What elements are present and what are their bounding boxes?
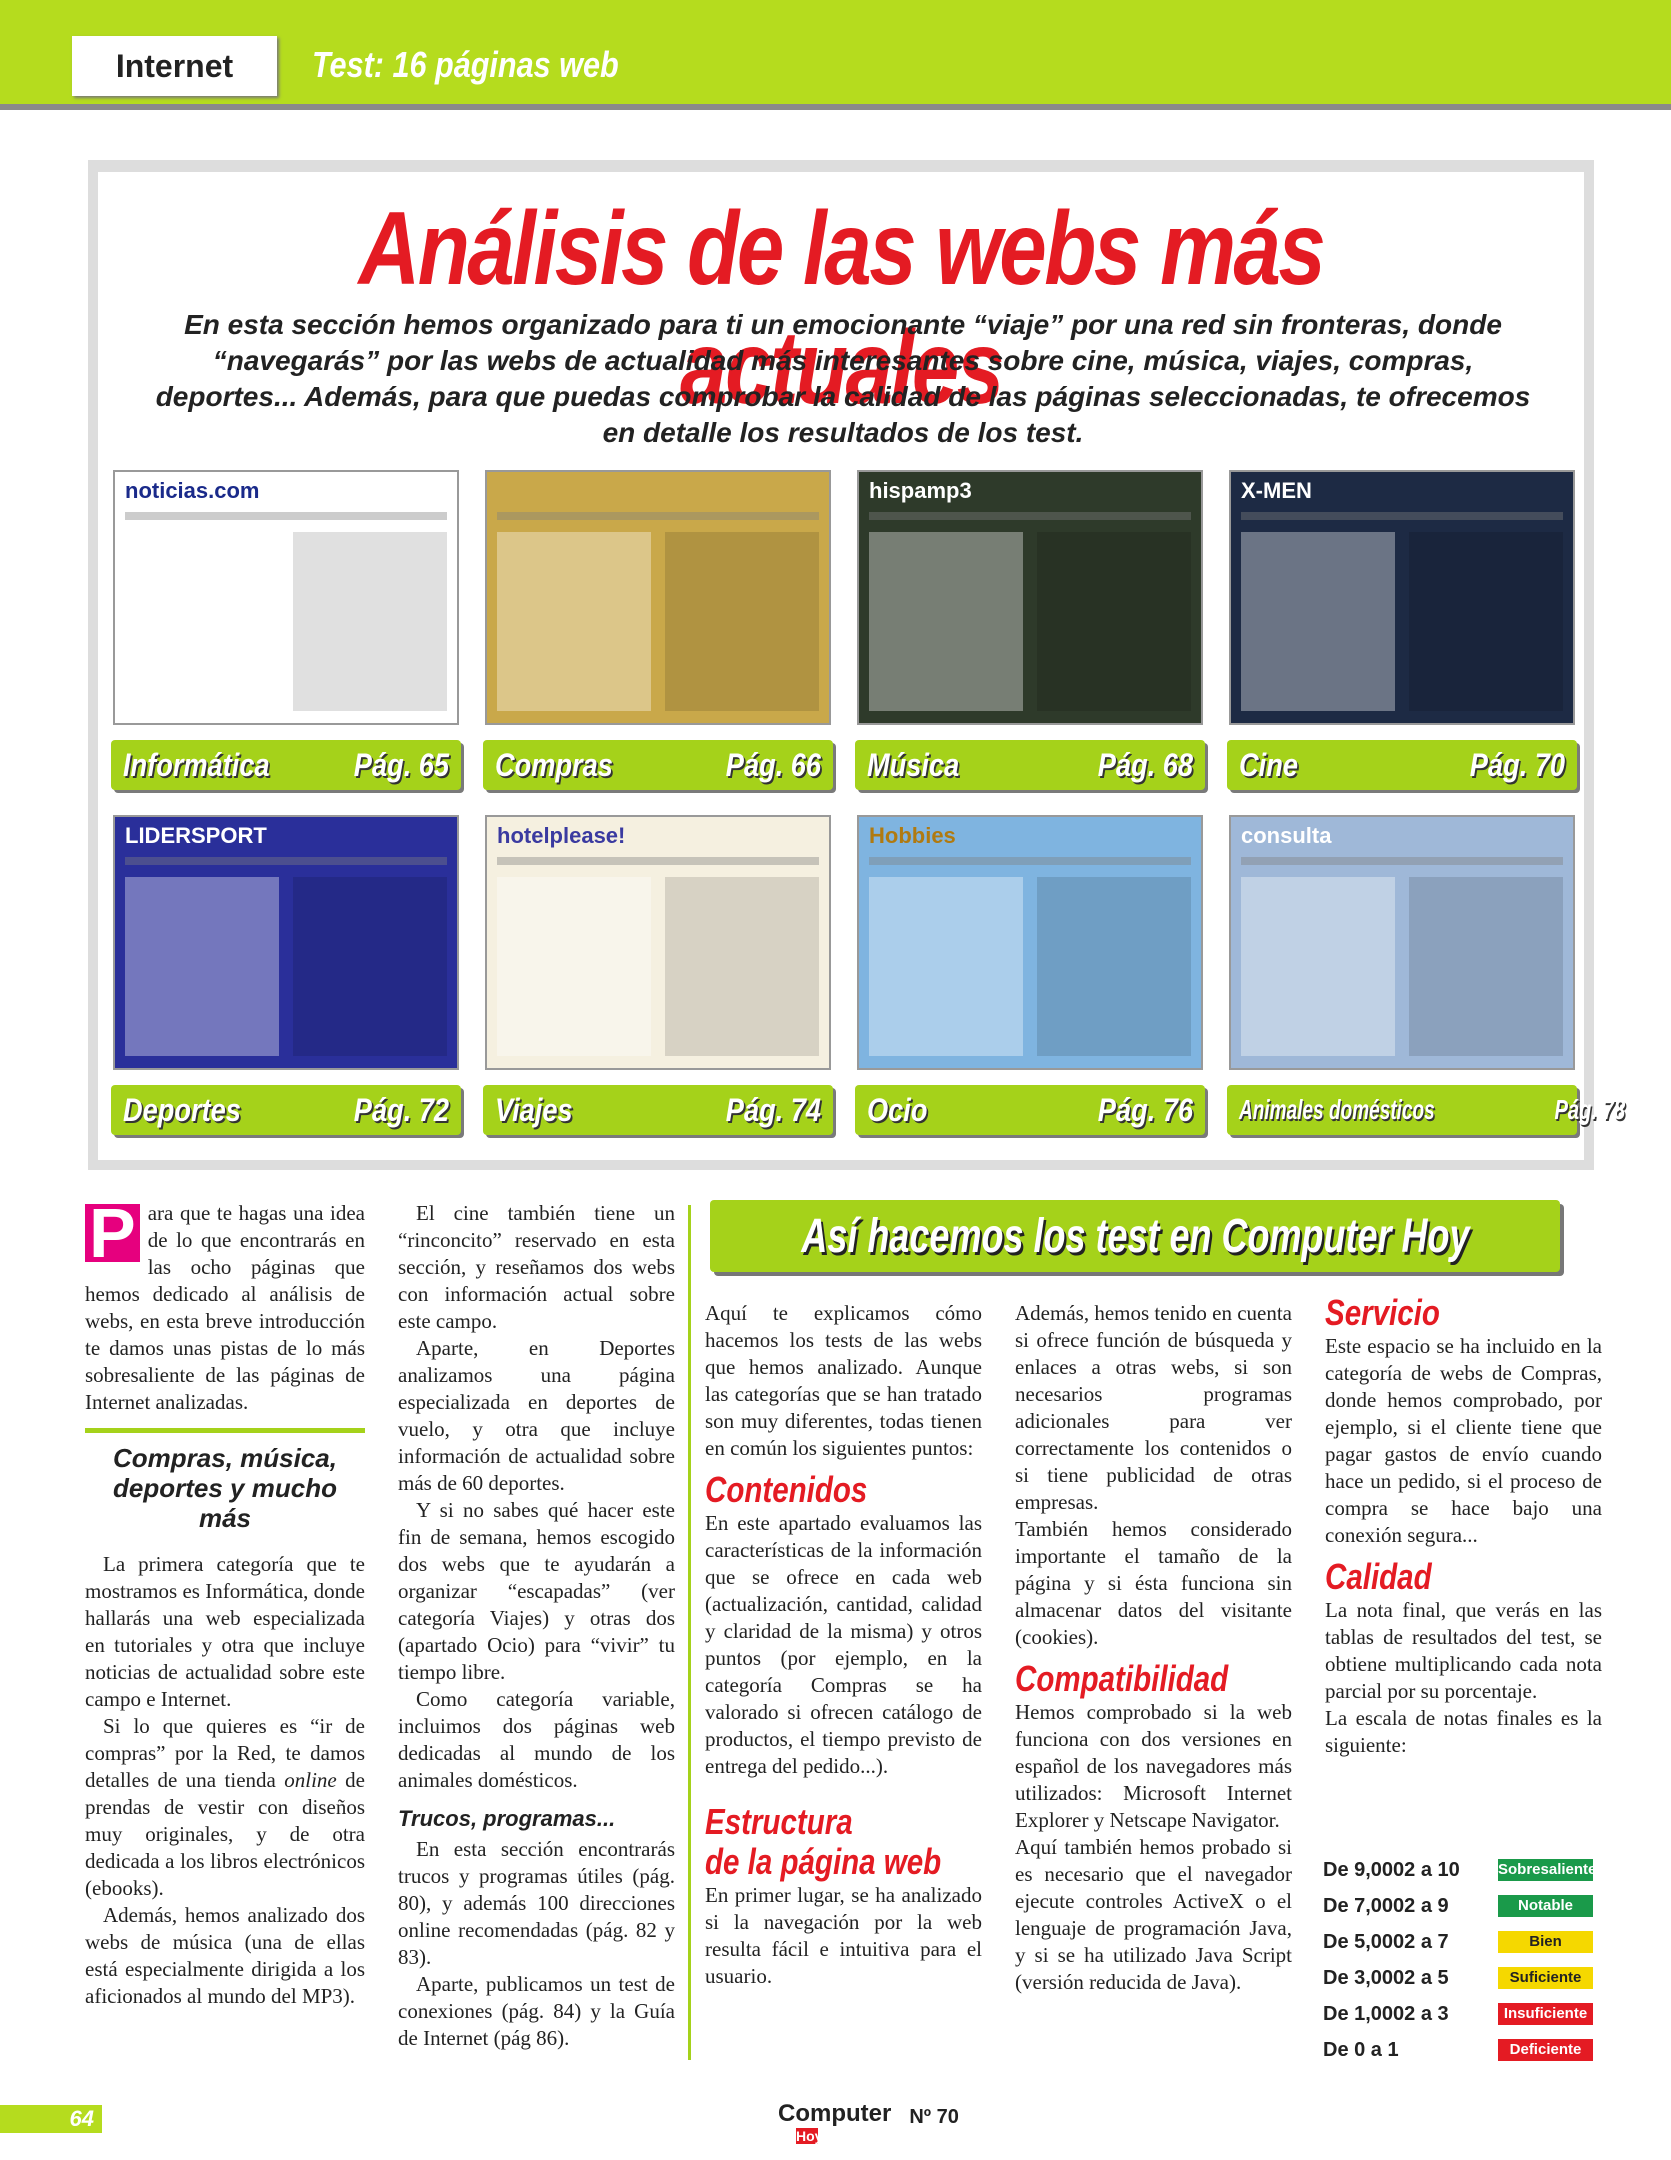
grade-row <box>1323 1960 1593 1996</box>
content-block <box>1241 512 1563 520</box>
paragraph: Aquí también hemos probado si es necesario que el navegador ejecute controles ActiveX o el lenguaje de programación Java, y si se ha utilizado Java Script (versión reducida de Java). <box>1015 1835 1292 1994</box>
paragraph: Hemos comprobado si la web funciona con dos versiones en español de los navegadores más utilizados: Microsoft Internet Explorer y Netscape Navigator. <box>1015 1700 1292 1832</box>
site-logo: consulta <box>1241 823 1332 848</box>
brand-logo: Computer Hoy <box>778 2100 892 2144</box>
content-block <box>1241 877 1395 1056</box>
page-title: Análisis de las webs más actuales <box>358 191 1324 426</box>
drop-cap: P <box>85 1204 140 1262</box>
website-screenshot <box>857 470 1203 725</box>
heading-compatibilidad: Compatibilidad <box>1015 1658 1229 1699</box>
column-3 <box>705 1300 982 1990</box>
column-divider <box>688 1205 691 2060</box>
grade-badge: Deficiente <box>1498 2039 1593 2061</box>
content-block <box>1409 532 1563 711</box>
paragraph: La escala de notas finales es la siguiente: <box>1325 1706 1602 1757</box>
grade-row <box>1323 1852 1597 1888</box>
paragraph: ara que te hagas una idea de lo que encontrarás en las ocho páginas que hemos dedicado al análisis de webs, en esta breve introducción te damos unas pistas de lo más sobresaliente de las páginas de Internet analizadas. <box>85 1201 365 1414</box>
tests-title-bar: Así hacemos los test en Computer Hoy <box>710 1200 1560 1272</box>
paragraph: Como categoría variable, incluimos dos páginas web dedicadas al mundo de los animales domésticos. <box>398 1687 675 1792</box>
category-label <box>111 1085 461 1135</box>
page-number: 64 <box>0 2105 102 2133</box>
website-screenshot <box>485 815 831 1070</box>
website-screenshot <box>857 815 1203 1070</box>
content-block <box>497 512 819 520</box>
content-block <box>869 532 1023 711</box>
grade-range: De 5,0002 a 7 <box>1323 1930 1449 1953</box>
category-page: Pág. 65 <box>353 746 449 783</box>
category-page: Pág. 76 <box>1097 1091 1193 1128</box>
category-page: Pág. 78 <box>1554 1094 1625 1125</box>
category-name: Ocio <box>867 1091 928 1128</box>
content-block <box>665 877 819 1056</box>
paragraph: También hemos considerado importante el tamaño de la página y si ésta funciona sin almacenar datos del visitante (cookies). <box>1015 1517 1292 1649</box>
paragraph: La nota final, que verás en las tablas de resultados del test, se obtiene multiplicando cada nota parcial por su porcentaje. <box>1325 1598 1602 1703</box>
column-1 <box>85 1194 366 2010</box>
category-label <box>855 1085 1205 1135</box>
category-label <box>855 740 1205 790</box>
paragraph: Aquí te explicamos cómo hacemos los tests de las webs que hemos analizado. Aunque las categorías que se han tratado son muy diferentes, todas tienen en común los siguientes puntos: <box>705 1301 982 1460</box>
website-screenshot <box>1229 470 1575 725</box>
category-label <box>483 740 833 790</box>
column-4 <box>1015 1300 1292 1996</box>
category-label <box>1227 740 1577 790</box>
heading-calidad: Calidad <box>1325 1556 1432 1597</box>
category-label <box>483 1085 833 1135</box>
content-block <box>293 532 447 711</box>
category-label <box>111 740 461 790</box>
intro-text: En esta sección hemos organizado para ti un emocionante “viaje” por una red sin fronteras, donde “navegarás” por las webs de actualidad más interesantes sobre cine, música, viajes, compras, deportes... Además, para que puedas comprobar la calidad de las páginas seleccionadas, te ofrecemos en detalle los resultados de los test. <box>155 309 1531 448</box>
paragraph: Aparte, publicamos un test de conexiones (pág. 84) y la Guía de Internet (pág 86). <box>398 1972 675 2050</box>
category-name: Cine <box>1239 746 1298 783</box>
issue-number: Nº 70 <box>909 2106 959 2128</box>
category-name: Animales domésticos <box>1239 1094 1435 1125</box>
category-page: Pág. 72 <box>353 1091 449 1128</box>
website-screenshot <box>485 470 831 725</box>
paragraph: Además, hemos analizado dos webs de música (una de ellas está especialmente dirigida a los aficionados al mundo del MP3). <box>85 1903 365 2008</box>
section-subtitle: Test: 16 páginas web <box>312 44 619 85</box>
paragraph: En este apartado evaluamos las características de la información que se ofrece en cada web (actualización, cantidad, calidad y claridad de la misma) y otros puntos (por ejemplo, en la categoría Compras se ha valorado si ofrecen catálogo de productos, el tiempo previsto de entrega del pedido...). <box>705 1511 982 1778</box>
heading-servicio: Servicio <box>1325 1292 1440 1333</box>
content-block <box>1409 877 1563 1056</box>
category-name: Deportes <box>123 1091 241 1128</box>
grade-scale <box>1323 1852 1597 2068</box>
website-screenshot <box>1229 815 1575 1070</box>
content-block <box>125 532 279 711</box>
site-logo: LIDERSPORT <box>125 823 267 848</box>
category-page: Pág. 68 <box>1097 746 1193 783</box>
content-block <box>497 857 819 865</box>
grade-row <box>1323 1996 1593 2032</box>
category-name: Música <box>867 746 960 783</box>
website-screenshot <box>113 815 459 1070</box>
paragraph: El cine también tiene un “rinconcito” reservado en esta sección, y reseñamos dos webs con información actual sobre este campo. <box>398 1201 675 1333</box>
grade-range: De 3,0002 a 5 <box>1323 1966 1449 1989</box>
site-logo: noticias.com <box>125 478 260 503</box>
site-logo: hotelplease! <box>497 823 626 848</box>
grade-range: De 7,0002 a 9 <box>1323 1894 1449 1917</box>
category-label <box>1227 1085 1625 1135</box>
paragraph: La primera categoría que te mostramos es Informática, donde hallarás una web especializada en tutoriales y otra que incluye noticias de actualidad sobre este campo e Internet. <box>85 1552 365 1711</box>
heading-estructura: Estructura de la página web <box>705 1801 942 1882</box>
grade-row <box>1323 2032 1593 2068</box>
grade-badge: Sobresaliente <box>1498 1859 1593 1881</box>
site-logo: X-MEN <box>1241 478 1312 503</box>
paragraph: Además, hemos tenido en cuenta si ofrece función de búsqueda y enlaces a otras webs, si son necesarios programas adicionales para ver correctamente los contenidos o si tiene publicidad de otras empresas. <box>1015 1301 1292 1514</box>
category-page: Pág. 74 <box>725 1091 821 1128</box>
content-block <box>1037 877 1191 1056</box>
content-block <box>293 877 447 1056</box>
site-logo: Hobbies <box>869 823 956 848</box>
heading-contenidos: Contenidos <box>705 1469 868 1510</box>
category-name: Viajes <box>495 1091 573 1128</box>
content-block <box>869 512 1191 520</box>
grade-badge: Suficiente <box>1498 1967 1593 1989</box>
column-5 <box>1325 1285 1602 1759</box>
category-page: Pág. 70 <box>1469 746 1565 783</box>
content-block <box>497 877 651 1056</box>
content-block <box>125 512 447 520</box>
category-page: Pág. 66 <box>725 746 821 783</box>
subheading: Trucos, programas... <box>398 1806 616 1831</box>
paragraph: Este espacio se ha incluido en la categoría de webs de Compras, donde hemos comprobado, por ejemplo, si el cliente tiene que pagar gastos de envío cuando hace un pedido, si el proceso de compra se hace bajo una conexión segura... <box>1325 1334 1602 1547</box>
paragraph: Y si no sabes qué hacer este fin de semana, hemos escogido dos webs que te ayudarán a organizar “escapadas” (ver categoría Viajes) y otras dos (apartado Ocio) para “vivir” tu tiempo libre. <box>398 1498 675 1684</box>
content-block <box>869 857 1191 865</box>
category-name: Compras <box>495 746 613 783</box>
grade-range: De 9,0002 a 10 <box>1323 1858 1460 1881</box>
content-block <box>1241 532 1395 711</box>
site-logo: hispamp3 <box>869 478 972 503</box>
content-block <box>125 857 447 865</box>
footer-brand <box>778 2100 959 2144</box>
category-name: Informática <box>123 746 270 783</box>
grade-badge: Insuficiente <box>1498 2003 1593 2025</box>
section-header <box>0 0 1671 110</box>
content-block <box>1037 532 1191 711</box>
grade-range: De 1,0002 a 3 <box>1323 2002 1449 2025</box>
grade-range: De 0 a 1 <box>1323 2038 1399 2061</box>
grade-badge: Bien <box>1498 1931 1593 1953</box>
grade-row <box>1323 1888 1593 1924</box>
content-block <box>665 532 819 711</box>
paragraph: En esta sección encontrarás trucos y programas útiles (pág. 80), y además 100 direcciones online recomendadas (pág. 82 y 83). <box>398 1837 675 1969</box>
website-screenshot <box>113 470 459 725</box>
section-tab: Internet <box>72 36 277 96</box>
column-2 <box>398 1200 675 2052</box>
paragraph: Si lo que quieres es “ir de compras” por la Red, te damos detalles de una tienda online de prendas de vestir con diseños muy originales, y de otra dedicada a los libros electrónicos (ebooks). <box>85 1714 366 1900</box>
content-block <box>869 877 1023 1056</box>
paragraph: En primer lugar, se ha analizado si la navegación por la web resulta fácil e intuitiva para el usuario. <box>705 1883 982 1988</box>
content-block <box>1241 857 1563 865</box>
content-block <box>497 532 651 711</box>
content-block <box>125 877 279 1056</box>
subheading: Compras, música, deportes y mucho más <box>85 1428 365 1545</box>
grade-row <box>1323 1924 1593 1960</box>
paragraph: Aparte, en Deportes analizamos una página especializada en deportes de vuelo, y otra que incluye información de actualidad sobre más de 60 deportes. <box>398 1336 675 1495</box>
grade-badge: Notable <box>1498 1895 1593 1917</box>
